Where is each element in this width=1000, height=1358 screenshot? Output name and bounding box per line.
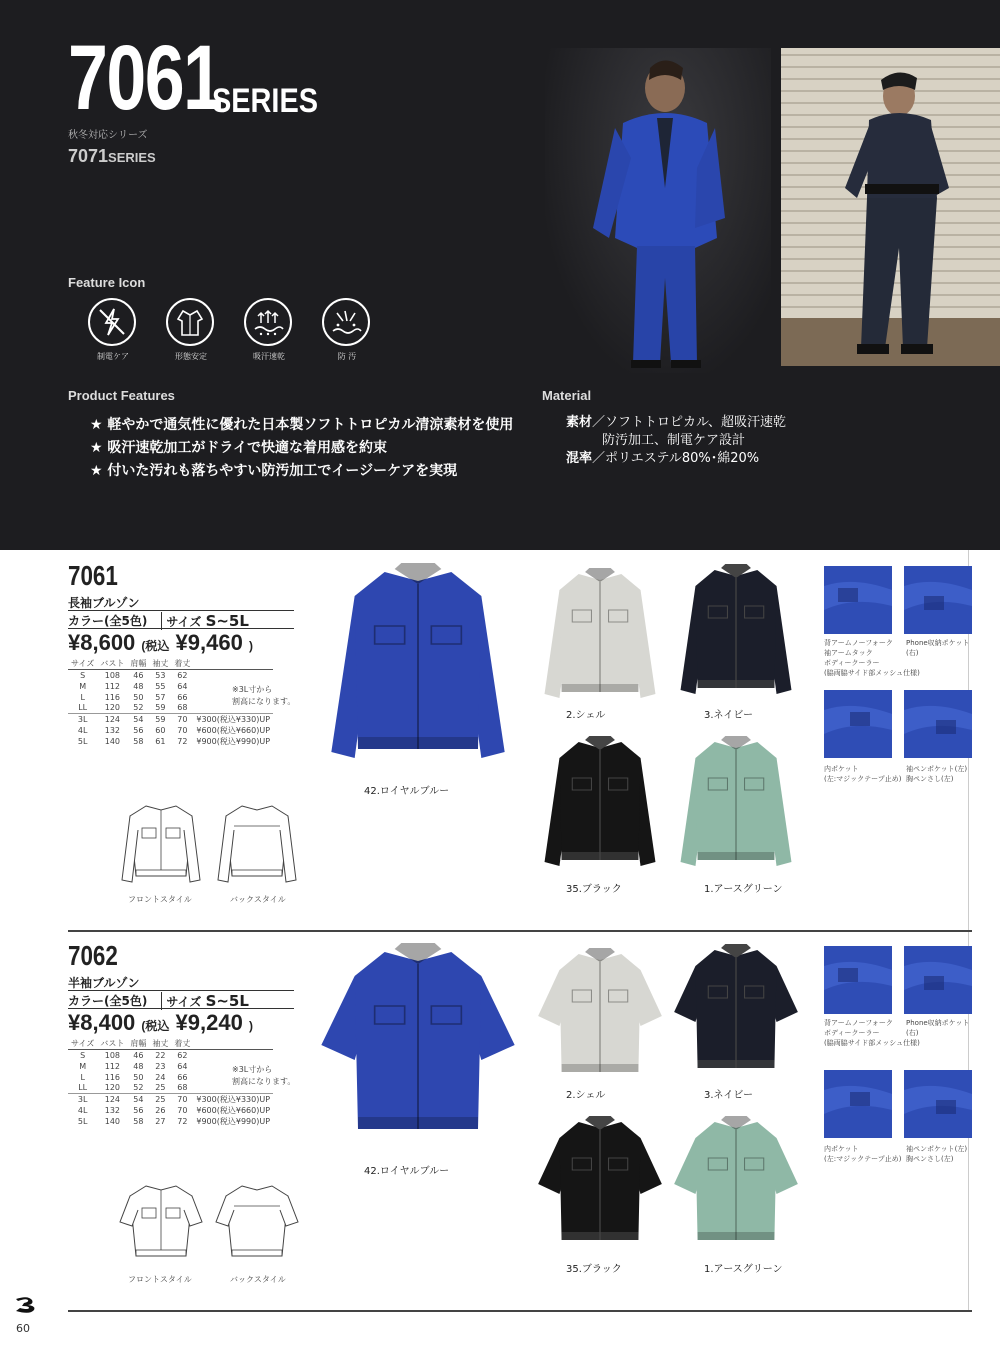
size-table-cell: 48: [133, 681, 144, 691]
back-style-label: バックスタイル: [230, 1275, 286, 1284]
size-note: [232, 1064, 295, 1088]
front-style-label: フロントスタイル: [128, 1275, 192, 1284]
back-style-label: バックスタイル: [230, 895, 286, 904]
product-name: 長袖ブルゾン: [68, 596, 140, 610]
jacket-photo: [672, 734, 800, 874]
size-table-heading: 着丈: [174, 1039, 191, 1048]
model-photo-blue: [545, 48, 771, 373]
color-label: 1.アースグリーン: [704, 1264, 783, 1275]
price-close: ): [248, 639, 253, 653]
jacket-photo: [536, 566, 664, 706]
material-label: 素材: [566, 415, 593, 430]
detail-note-line: 背アームノーフォーク: [824, 639, 893, 647]
detail-photo: [904, 1070, 972, 1138]
size-table-cell: 66: [177, 692, 188, 702]
size-table-cell: 68: [177, 703, 188, 713]
size-table-cell: 55: [155, 681, 166, 691]
static-care-icon: [88, 298, 136, 346]
stain-proof-icon: [322, 298, 370, 346]
size-table-row: [68, 714, 273, 726]
size-table-heading: 肩幅: [130, 1039, 147, 1048]
jacket-photo: [536, 734, 664, 874]
feature-label: 形態安定: [175, 352, 207, 361]
size-table-cell: 53: [149, 670, 171, 681]
size-table-cell: [193, 1050, 273, 1061]
detail-note-line: ボディークーラー: [824, 1029, 880, 1037]
size-table-cell: ¥600(税込¥660)UP: [196, 726, 271, 735]
size-note-line: ※3L寸から: [232, 1065, 273, 1074]
price: ¥8,600: [68, 630, 136, 655]
size-table-cell: 124: [97, 1094, 127, 1106]
detail-note-line: 背アームノーフォーク: [824, 1019, 893, 1027]
detail-photo: [824, 690, 892, 758]
size-table-heading: 着丈: [174, 659, 191, 668]
size-table-cell: 62: [171, 670, 193, 681]
blend-label: 混率: [566, 451, 593, 466]
size-table-cell: 108: [97, 670, 127, 681]
size-table-cell: 52: [133, 1083, 144, 1093]
detail-photo: [904, 690, 972, 758]
size-table-row: [68, 1116, 273, 1127]
size-table-header: [68, 658, 273, 670]
tax-label: (税込: [141, 1019, 170, 1033]
material-list: [566, 414, 786, 468]
size-table-cell: 46: [127, 1050, 149, 1061]
size-range: S~5L: [205, 612, 249, 630]
color-label: 1.アースグリーン: [704, 884, 783, 895]
size-table-cell: LL: [78, 1083, 88, 1093]
product-name: 半袖ブルゾン: [68, 976, 140, 990]
detail-note-line: (脇両脇サイド部メッシュ仕様): [824, 1039, 920, 1047]
detail-photo: [904, 566, 972, 634]
size-table-heading: 袖丈: [152, 659, 169, 668]
detail-photo: [824, 566, 892, 634]
size-table-cell: 22: [149, 1050, 171, 1061]
material-value-cont: 防汚加工、制電ケア設計: [602, 433, 746, 448]
size-table-cell: 56: [133, 726, 144, 735]
model-photo-navy: [781, 48, 1000, 366]
size-table-heading: 肩幅: [130, 659, 147, 668]
related-series: [68, 146, 156, 167]
detail-photo: [904, 946, 972, 1014]
detail-note-line: Phone収納ポケット: [906, 639, 970, 647]
product-feature-item: ★ 付いた汚れも落ちやすい防汚加工でイージーケアを実現: [90, 463, 458, 479]
color-label: 35.ブラック: [566, 884, 622, 895]
product-features-heading: Product Features: [68, 388, 175, 403]
color-count: カラー(全5色): [68, 614, 148, 628]
size-note-line: ※3L寸から: [232, 685, 273, 694]
size-table-cell: 120: [104, 703, 121, 713]
detail-note-line: 袖ペンポケット(左): [906, 1145, 968, 1153]
back-line-art: [212, 796, 302, 886]
size-table-cell: ¥300(税込¥330)UP: [193, 714, 273, 726]
size-table-row: [68, 670, 273, 681]
color-count: カラー(全5色): [68, 994, 148, 1008]
detail-note-line: 内ポケット: [824, 1145, 859, 1153]
size-table-cell: 66: [177, 1072, 188, 1082]
size-table-cell: 70: [171, 714, 193, 726]
size-table-heading: 袖丈: [152, 1039, 169, 1048]
jacket-photo: [536, 1114, 664, 1254]
size-table-cell: 4L: [77, 1106, 88, 1115]
size-table-header: [68, 1038, 273, 1050]
size-table-heading: サイズ: [71, 1039, 95, 1048]
feature-sweat-absorb: [244, 298, 294, 362]
color-label: 2.シェル: [566, 710, 606, 721]
jacket-photo: [672, 562, 800, 702]
series-word: SERIES: [212, 82, 319, 120]
size-table-cell: 140: [104, 737, 121, 746]
size-table-cell: 23: [155, 1061, 166, 1071]
color-label: 2.シェル: [566, 1090, 606, 1101]
size-table-cell: 24: [155, 1072, 166, 1082]
detail-note-line: 袖ペンポケット(左): [906, 765, 968, 773]
price: ¥8,400: [68, 1010, 136, 1035]
price-tax: ¥9,240: [175, 1010, 243, 1035]
detail-note-line: 胸ペンさし(左): [906, 1155, 954, 1163]
size-range: S~5L: [205, 992, 249, 1010]
size-table-cell: 68: [177, 1083, 188, 1093]
jacket-photo: [672, 942, 800, 1082]
price-close: ): [248, 1019, 253, 1033]
color-label: 42.ロイヤルブルー: [364, 1166, 450, 1177]
detail-note-line: ボディークーラー: [824, 659, 880, 667]
size-table-cell: 25: [155, 1083, 166, 1093]
front-style-label: フロントスタイル: [128, 895, 192, 904]
size-label: サイズ: [166, 615, 202, 629]
size-table-cell: 59: [149, 714, 171, 726]
size-table-heading: サイズ: [71, 659, 95, 668]
size-table-cell: 132: [104, 1106, 121, 1115]
size-table-cell: 54: [127, 1094, 149, 1106]
related-series-word: SERIES: [108, 150, 156, 165]
size-table-cell: 60: [155, 726, 166, 735]
size-table-cell: 124: [97, 714, 127, 726]
product-feature-item: ★ 吸汗速乾加工がドライで快適な着用感を約束: [90, 440, 388, 456]
size-table-row: [68, 1094, 273, 1106]
size-table-cell: L: [80, 1072, 85, 1082]
size-table-cell: 72: [177, 737, 188, 746]
color-label: 42.ロイヤルブルー: [364, 786, 450, 797]
hero-section: [0, 0, 1000, 550]
detail-note: [906, 764, 967, 784]
product-code: 7062: [68, 940, 118, 971]
size-table-cell: 72: [177, 1117, 188, 1126]
size-table-cell: [193, 670, 273, 681]
detail-note: [824, 1144, 901, 1164]
size-rule: [68, 1008, 294, 1009]
size-table-cell: 50: [133, 1072, 144, 1082]
size-table-row: [68, 736, 273, 747]
size-table-cell: 116: [104, 692, 121, 702]
color-label: 35.ブラック: [566, 1264, 622, 1275]
size-table-cell: ¥600(税込¥660)UP: [196, 1106, 271, 1115]
feature-stain-proof: [322, 298, 372, 362]
feature-icon-heading: Feature Icon: [68, 275, 146, 290]
size-table-cell: M: [79, 1061, 87, 1071]
detail-note-line: (右): [906, 649, 919, 657]
jacket-photo: [672, 1114, 800, 1254]
size-table-heading: バスト: [100, 659, 125, 668]
size-table-cell: 4L: [77, 726, 88, 735]
size-table-cell: 108: [97, 1050, 127, 1061]
size-table-cell: 112: [104, 681, 121, 691]
size-table-cell: 112: [104, 1061, 121, 1071]
size-table-cell: 56: [133, 1106, 144, 1115]
size-table-cell: 57: [155, 692, 166, 702]
feature-shape-stable: [166, 298, 216, 362]
price-row: [68, 630, 253, 656]
detail-note-line: (左:マジックテープ止め): [824, 1155, 902, 1163]
size-table-cell: 140: [104, 1117, 121, 1126]
feature-icons: [88, 298, 372, 362]
size-table-cell: 48: [133, 1061, 144, 1071]
jacket-photo: [536, 946, 664, 1086]
detail-note-line: (脇両脇サイド部メッシュ仕様): [824, 669, 920, 677]
detail-photo: [824, 1070, 892, 1138]
size-table-cell: 26: [155, 1106, 166, 1115]
back-line-art: [212, 1176, 302, 1266]
size-table-cell: ¥300(税込¥330)UP: [193, 1094, 273, 1106]
size-table-cell: 46: [127, 670, 149, 681]
size-table-cell: 58: [133, 737, 144, 746]
size-table-cell: ¥900(税込¥990)UP: [196, 1117, 271, 1126]
sweat-absorb-icon: [244, 298, 292, 346]
size-table-cell: 27: [155, 1117, 166, 1126]
burtle-logo-icon: [14, 1296, 38, 1314]
size-table-cell: 5L: [77, 1117, 88, 1126]
page-number: 60: [16, 1322, 30, 1335]
detail-note: [906, 1018, 969, 1038]
series-number: 7061: [68, 27, 222, 129]
size-table-heading: バスト: [100, 1039, 125, 1048]
name-rule: [68, 610, 294, 611]
size-table-cell: 59: [155, 703, 166, 713]
series-subtitle: 秋冬対応シリーズ: [68, 130, 148, 141]
size-table-cell: 52: [133, 703, 144, 713]
size-table-cell: 70: [171, 1094, 193, 1106]
product-code: 7061: [68, 560, 118, 591]
size-note: [232, 684, 295, 708]
detail-note-line: Phone収納ポケット: [906, 1019, 970, 1027]
detail-note-line: 胸ペンさし(左): [906, 775, 954, 783]
material-value: ／ソフトトロピカル、超吸汗速乾: [592, 415, 786, 430]
detail-note: [906, 638, 969, 658]
feature-label: 吸汗速乾: [253, 352, 285, 361]
size-note-line: 割高になります。: [232, 1077, 296, 1086]
color-label: 3.ネイビー: [704, 710, 753, 721]
color-label: 3.ネイビー: [704, 1090, 753, 1101]
price-tax: ¥9,460: [175, 630, 243, 655]
section-divider: [68, 930, 972, 932]
size-rule: [68, 628, 294, 629]
size-table-cell: 64: [177, 1061, 188, 1071]
size-table-cell: 5L: [77, 737, 88, 746]
jacket-photo: [318, 560, 518, 770]
size-table-cell: 70: [177, 726, 188, 735]
size-table-cell: 61: [155, 737, 166, 746]
size-table-cell: 70: [177, 1106, 188, 1115]
detail-note: [906, 1144, 967, 1164]
front-line-art: [116, 796, 206, 886]
size-table-cell: S: [68, 670, 97, 681]
tax-label: (税込: [141, 639, 170, 653]
detail-note-line: (右): [906, 1029, 919, 1037]
size-table-cell: 132: [104, 726, 121, 735]
feature-label: 制電ケア: [97, 352, 129, 361]
shape-stable-icon: [166, 298, 214, 346]
size-table-cell: 120: [104, 1083, 121, 1093]
detail-photo: [824, 946, 892, 1014]
size-table-cell: 25: [149, 1094, 171, 1106]
size-table-row: [68, 725, 273, 736]
size-table-row: [68, 1105, 273, 1116]
detail-note-line: 袖アームタック: [824, 649, 873, 657]
detail-note-line: 内ポケット: [824, 765, 859, 773]
size-table-cell: ¥900(税込¥990)UP: [196, 737, 271, 746]
product-feature-item: ★ 軽やかで通気性に優れた日本製ソフトトロピカル清涼素材を使用: [90, 417, 514, 433]
jacket-photo: [318, 940, 518, 1150]
size-table-cell: L: [80, 692, 85, 702]
size-table-cell: S: [68, 1050, 97, 1061]
feature-label: 防 汚: [337, 352, 357, 361]
related-series-number: 7071: [68, 146, 109, 166]
feature-static-care: [88, 298, 138, 362]
size-table-cell: 62: [171, 1050, 193, 1061]
size-table-cell: 3L: [68, 714, 97, 726]
size-table-cell: 50: [133, 692, 144, 702]
size-table-cell: 64: [177, 681, 188, 691]
material-heading: Material: [542, 388, 592, 403]
product-features-list: [90, 414, 513, 483]
price-row: [68, 1010, 253, 1036]
size-table-cell: 58: [133, 1117, 144, 1126]
size-table-row: [68, 1050, 273, 1061]
size-table-cell: LL: [78, 703, 88, 713]
size-table-cell: 3L: [68, 1094, 97, 1106]
footer-divider: [68, 1310, 972, 1312]
blend-value: ／ポリエステル80%･綿20%: [592, 451, 760, 466]
size-table-cell: M: [79, 681, 87, 691]
size-table-cell: 54: [127, 714, 149, 726]
size-label: サイズ: [166, 995, 202, 1009]
front-line-art: [116, 1176, 206, 1266]
detail-note: [824, 764, 901, 784]
detail-note-line: (左:マジックテープ止め): [824, 775, 902, 783]
size-table-cell: 116: [104, 1072, 121, 1082]
size-note-line: 割高になります。: [232, 697, 296, 706]
name-rule: [68, 990, 294, 991]
